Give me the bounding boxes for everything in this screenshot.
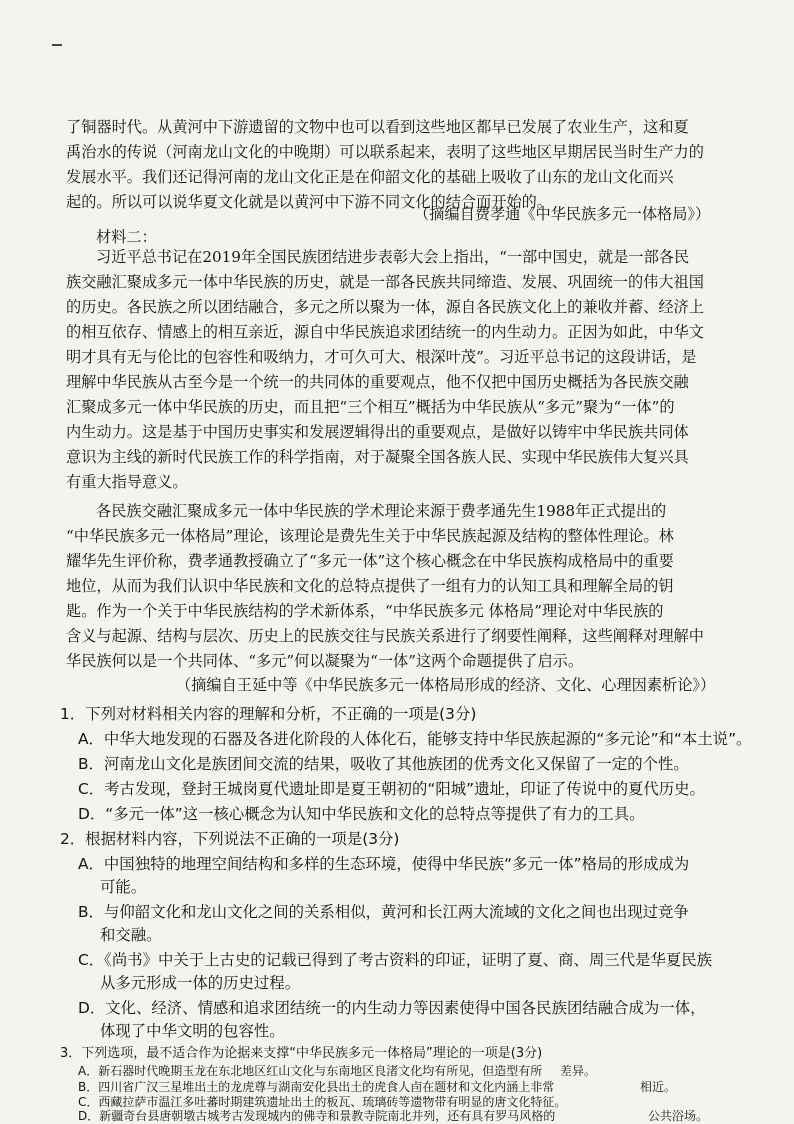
passage-line: 族交融汇聚成多元一体中华民族的历史，就是一部各民族共同缔造、发展、巩固统一的伟大祖国 xyxy=(66,273,704,291)
passage-line: 起的。所以可以说华夏文化就是以黄河中下游不同文化的结合而开始的。 xyxy=(66,193,552,211)
passage-line: 的历史。各民族之所以团结融合，多元之所以聚为一体，源自各民族文化上的兼收并蓄、经济上 xyxy=(66,298,704,316)
passage-line: 发展水平。我们还记得河南的龙山文化正是在仰韶文化的基础上吸收了山东的龙山文化而兴 xyxy=(66,168,674,186)
passage-line: 禹治水的传说（河南龙山文化的中晚期）可以联系起来，表明了这些地区早期居民当时生产力的 xyxy=(66,143,704,161)
passage-line: “中华民族多元一体格局”理论，该理论是费先生关于中华民族起源及结构的整体性理论。林 xyxy=(66,527,674,545)
passage-line: 内生动力。这是基于中国历史事实和发展逻辑得出的重要观点，是做好以铸牢中华民族共同体 xyxy=(66,423,689,441)
passage-line: 理解中华民族从古至今是一个统一的共同体的重要观点，他不仅把中国历史概括为各民族交融 xyxy=(66,373,689,391)
passage-line: 的相互依存、情感上的相互亲近，源自中华民族追求团结统一的内生动力。正因为如此，中华文 xyxy=(66,323,704,341)
passage-line: 习近平总书记在2019年全国民族团结进步表彰大会上指出，“一部中国史，就是一部各民 xyxy=(96,248,690,266)
source-citation: （摘编自王延中等《中华民族多元一体格局形成的经济、文化、心理因素析论》） xyxy=(176,676,716,694)
option-d-cont: 体现了中华文明的包容性。 xyxy=(100,1022,285,1040)
option-b: B．四川省广汉三星堆出土的龙虎尊与湖南安化县出土的虎食人卣在题材和文化内涵上非常 xyxy=(78,1080,555,1094)
passage-line: 华民族何以是一个共同体、“多元”何以凝聚为“一体”这两个命题提供了启示。 xyxy=(66,652,584,670)
option-a-cont: 可能。 xyxy=(100,878,147,896)
passage-line: 地位，从而为我们认识中华民族和文化的总特点提供了一组有力的认知工具和理解全局的钥 xyxy=(66,577,674,595)
option-d: D．新疆奇台县唐朝墩古城考古发现城内的佛寺和景教寺院南北并列，还有具有罗马风格的 xyxy=(78,1109,556,1123)
option-b: B．与仰韶文化和龙山文化之间的关系相似，黄河和长江两大流域的文化之间也出现过竞争 xyxy=(78,903,689,921)
option-d: D．文化、经济、情感和追求团结统一的内生动力等因素使得中国各民族团结融合成为一体， xyxy=(78,999,706,1017)
option-c: C．《尚书》中关于上古史的记载已得到了考古资料的印证，证明了夏、商、周三代是华夏民族 xyxy=(78,951,713,969)
question-stem: 2．根据材料内容，下列说法不正确的一项是(3分) xyxy=(60,830,400,848)
passage-line: 明才具有无与伦比的包容性和吸纳力，才可久可大、根深叶茂”。习近平总书记的这段讲话，是 xyxy=(66,348,697,366)
option-a: A．中国独特的地理空间结构和多样的生态环境，使得中华民族“多元一体”格局的形成成为 xyxy=(78,855,690,873)
passage-line: 意识为主线的新时代民族工作的科学指南，对于凝聚全国各族人民、实现中华民族伟大复兴具 xyxy=(66,448,689,466)
option-b-cont: 和交融。 xyxy=(100,926,162,944)
passage-line: 匙。作为一个关于中华民族结构的学术新体系，“中华民族多元 体格局”理论对中华民族的 xyxy=(66,602,664,620)
passage-line: 了铜器时代。从黄河中下游遗留的文物中也可以看到这些地区都早已发展了农业生产，这和夏 xyxy=(66,118,689,136)
option-a: A．中华大地发现的石器及各进化阶段的人体化石，能够支持中华民族起源的“多元论”和“本土说”。 xyxy=(78,730,752,748)
option-d-cont: 公共浴场。 xyxy=(648,1109,709,1123)
option-c-cont: 从多元形成一体的历史过程。 xyxy=(100,974,301,992)
option-a: A．新石器时代晚期玉龙在东北地区红山文化与东南地区良渚文化均有所见，但造型有所 xyxy=(78,1064,543,1078)
question-stem: 1．下列对材料相关内容的理解和分析，不正确的一项是(3分) xyxy=(60,705,477,723)
passage-line: 含义与起源、结构与层次、历史上的民族交往与民族关系进行了纲要性阐释，这些阐释对理解中 xyxy=(66,627,704,645)
passage-line: 有重大指导意义。 xyxy=(66,473,188,491)
source-citation: （摘编自费孝通《中华民族多元一体格局》） xyxy=(414,205,711,223)
passage-line: 汇聚成多元一体中华民族的历史，而且把“三个相互”概括为中华民族从“多元”聚为“一体”的 xyxy=(66,398,675,416)
option-d: D．“多元一体”这一核心概念为认知中华民族和文化的总特点等提供了有力的工具。 xyxy=(78,805,645,823)
scan-mark xyxy=(52,44,62,46)
option-a-cont: 差异。 xyxy=(560,1064,597,1078)
passage-line: 耀华先生评价称，费孝通教授确立了“多元一体”这个核心概念在中华民族构成格局中的重要 xyxy=(66,552,674,570)
question-stem: 3．下列选项，最不适合作为论据来支撑“中华民族多元一体格局”理论的一项是(3分) xyxy=(60,1046,543,1061)
option-b: B．河南龙山文化是族团间交流的结果，吸收了其他族团的优秀文化又保留了一定的个性。 xyxy=(78,755,689,773)
passage-line: 各民族交融汇聚成多元一体中华民族的学术理论来源于费孝通先生1988年正式提出的 xyxy=(96,502,667,520)
material-heading: 材料二： xyxy=(96,228,157,246)
option-c: C．考古发现，登封王城岗夏代遗址即是夏王朝初的“阳城”遗址，印证了传说中的夏代历史。 xyxy=(78,780,705,798)
option-b-cont: 相近。 xyxy=(640,1080,677,1094)
option-c: C．西藏拉萨市温江多吐蕃时期建筑遗址出土的板瓦、琉璃砖等遗物带有明显的唐文化特征。 xyxy=(78,1095,567,1109)
